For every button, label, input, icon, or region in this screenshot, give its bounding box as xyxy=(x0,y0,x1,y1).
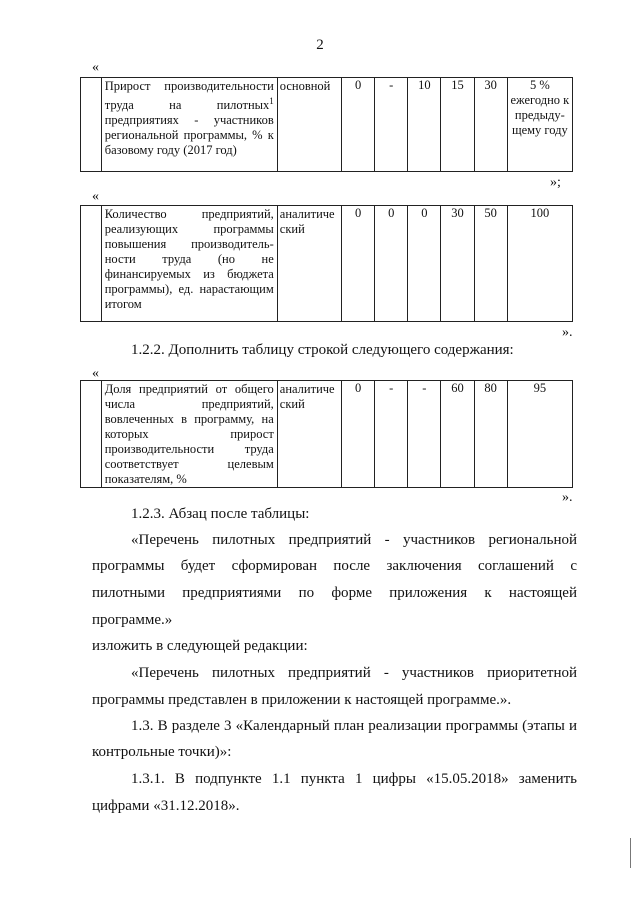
table3 xyxy=(80,380,573,488)
paragraph-1-2-2: 1.2.2. Дополнить таблицу строкой следующего содержания: xyxy=(131,342,514,358)
old-text-line: программы будет сформирован после заключения соглашений с xyxy=(92,558,577,574)
table3-value-cell: - xyxy=(408,381,441,488)
table3-target-cell: 95 xyxy=(507,381,572,488)
paragraph-1-3-1-line: цифрами «31.12.2018». xyxy=(92,798,240,814)
table3-value-cell: 80 xyxy=(474,381,507,488)
table1-empty-cell xyxy=(81,78,102,172)
table2-value-cell: 50 xyxy=(474,206,507,322)
table1-close-quote: »; xyxy=(550,175,561,190)
page-number: 2 xyxy=(316,37,324,53)
table2-value-cell: 0 xyxy=(375,206,408,322)
table1 xyxy=(80,77,573,172)
paragraph-1-3-line: 1.3. В разделе 3 «Календарный план реализации программы (этапы и xyxy=(131,718,577,734)
table3-value-cell: - xyxy=(375,381,408,488)
table1-value-cell: - xyxy=(375,78,408,172)
paragraph-1-2-3: 1.2.3. Абзац после таблицы: xyxy=(131,506,310,522)
table1-value-cell: 10 xyxy=(408,78,441,172)
table2-type-cell: аналитиче ский xyxy=(277,206,341,322)
table1-value-cell: 0 xyxy=(342,78,375,172)
scan-edge-mark xyxy=(630,838,631,868)
table2-value-cell: 30 xyxy=(441,206,474,322)
table2-open-quote: « xyxy=(92,189,99,204)
table2-value-cell: 0 xyxy=(342,206,375,322)
table2-target-cell: 100 xyxy=(507,206,572,322)
table3-empty-cell xyxy=(81,381,102,488)
table3-indicator-cell: Доля предприятий от общего числа предприятий, вовлеченных в программу, на которых прирост производительности труда соответствует целевым показателям, % xyxy=(101,381,277,488)
table1-indicator-text-a: Прирост производительности труда на пилотных xyxy=(104,79,274,113)
table2-indicator-cell: Количество предприятий, реализующих программы повышения производитель-ности труда (но не финансируемых из бюджета программы), ед. нарастающим итогом xyxy=(101,206,277,322)
table2-value-cell: 0 xyxy=(408,206,441,322)
old-text-line: программе.» xyxy=(92,612,173,628)
table3-value-cell: 60 xyxy=(441,381,474,488)
old-text-line: «Перечень пилотных предприятий - участников региональной xyxy=(131,532,577,548)
table1-value-cell: 15 xyxy=(441,78,474,172)
new-text-line: программы представлен в приложении к настоящей программе.». xyxy=(92,692,512,708)
table3-row xyxy=(81,381,573,488)
footnote-marker: 1 xyxy=(269,96,274,106)
table1-open-quote: « xyxy=(92,60,99,75)
old-text-line: пилотными предприятиями по форме приложения к настоящей xyxy=(92,585,577,601)
table1-indicator-text-b: предприятиях - участников региональной программы, % к базовому году (2017 год) xyxy=(104,113,274,158)
table3-value-cell: 0 xyxy=(342,381,375,488)
table1-value-cell: 30 xyxy=(474,78,507,172)
table3-open-quote: « xyxy=(92,366,99,381)
table2-empty-cell xyxy=(81,206,102,322)
table1-row xyxy=(81,78,573,172)
paragraph-1-3-line: контрольные точки)»: xyxy=(92,744,232,760)
table2 xyxy=(80,205,573,322)
new-text-line: «Перечень пилотных предприятий - участников приоритетной xyxy=(131,665,577,681)
table1-indicator-cell xyxy=(101,78,277,172)
table3-type-cell: аналитиче ский xyxy=(277,381,341,488)
paragraph-1-3-1-line: 1.3.1. В подпункте 1.1 пункта 1 цифры «15.05.2018» заменить xyxy=(131,771,577,787)
table2-close-quote: ». xyxy=(562,325,573,340)
edit-instruction: изложить в следующей редакции: xyxy=(92,638,308,654)
table1-target-cell: 5 % ежегодно к предыду-щему году xyxy=(507,78,572,172)
table2-row xyxy=(81,206,573,322)
table3-close-quote: ». xyxy=(562,490,573,505)
table1-type-cell: основной xyxy=(277,78,341,172)
